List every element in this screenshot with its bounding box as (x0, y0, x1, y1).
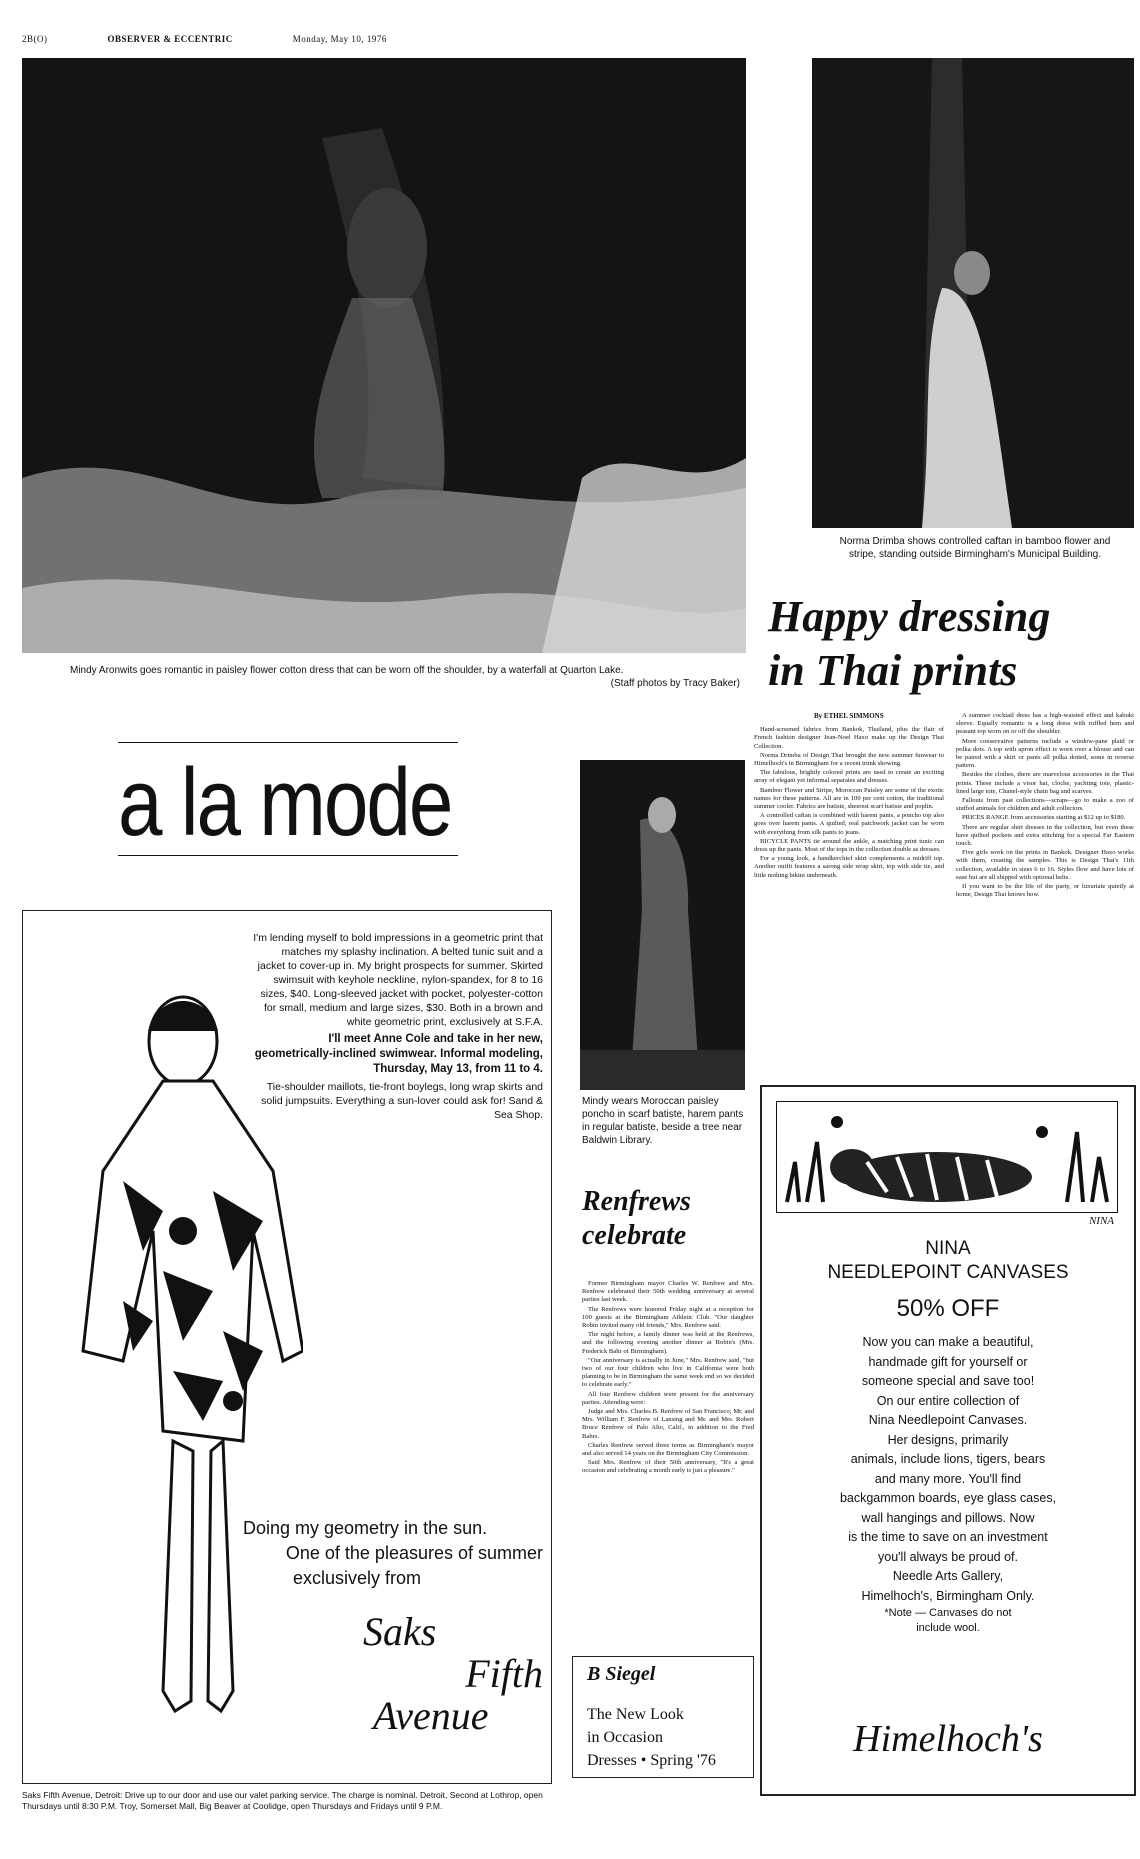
nina-title-1: NINA (925, 1238, 971, 1259)
nina-line: backgammon boards, eye glass cases, (839, 1491, 1057, 1505)
thai-article-col-2 (956, 712, 1134, 900)
main-caption-text: Mindy Aronwits goes romantic in paisley flower cotton dress that can be worn off the shoulder, by a waterfall at Quarton Lake. (70, 665, 624, 676)
saks-ad (22, 910, 552, 1784)
renfrews-para: Said Mrs. Renfrew of their 50th anniversary, "It's a great occasion and celebrating a month early is just a pleasure." (582, 1459, 754, 1475)
tiger-canvas-graphic (777, 1102, 1117, 1212)
library-photo-graphic (580, 760, 745, 1090)
alamode-logo-text: a la mode (118, 748, 452, 856)
renfrews-para: "Our anniversary is actually in June," Mrs. Renfrew said, "but two of our four children who live in California were both planning to be in Birmingham the same week end so we decided to celebrate early." (582, 1356, 754, 1389)
thai-para: Hand-screened fabrics from Bankok, Thailand, plus the flair of French fashion designer Jean-Noel Haxo make up the Design Thai Collection. (754, 726, 944, 750)
needlepoint-animals-illustration (776, 1101, 1118, 1213)
siegel-line-3: Dresses • Spring '76 (587, 1752, 716, 1769)
page-header (22, 34, 1122, 44)
nina-signature: NINA (1088, 1215, 1114, 1227)
nina-line: and many more. You'll find (874, 1471, 1022, 1486)
mid-photo-caption: Mindy wears Moroccan paisley poncho in scarf batiste, harem pants in regular batiste, beside a tree near Baldwin Library. (582, 1096, 744, 1146)
issue-date: Monday, May 10, 1976 (292, 34, 387, 44)
saks-tagline (243, 1516, 543, 1591)
nina-line: Himelhoch's, Birmingham Only. (861, 1588, 1035, 1603)
renfrews-headline-1: Renfrews (582, 1186, 691, 1217)
nina-line: handmade gift for yourself or (868, 1354, 1028, 1369)
right-photo (812, 58, 1134, 528)
thai-para: Bamboo Flower and Stripe, Moroccan Paisley are some of the exotic names for these patterns. All are in 100 per cent cotton, the traditional summer cooler. Fabrics are batiste, sheerest scarf batiste and poplin. (754, 786, 944, 811)
saks-logo-line-3: Avenue (373, 1693, 489, 1738)
thai-para: Norma Drimba of Design Thai brought the new summer funwear to Himelhoch's in Birmingham for a recent trunk showing. (754, 751, 944, 768)
thai-para: Five girls work on the prints in Bankok. Designer Haxo works with them, creating the samples. This is Design Thai's 11th collection, available in sizes 6 to 16. Styles flow and have lots of ease but are all shipped with optional belts. (956, 849, 1134, 881)
thai-byline: By ETHEL SIMMONS (814, 712, 884, 720)
paper-name: OBSERVER & ECCENTRIC (107, 34, 233, 44)
renfrews-para: All four Renfrew children were present for the anniversary parties. Attending were: (582, 1390, 754, 1406)
siegel-line-1: The New Look (587, 1706, 684, 1723)
saks-copy: I'm lending myself to bold impressions in a geometric print that matches my splashy inclination. A belted tunic suit and a jacket to cover-up in. My bright prospects for summer. Skirted swimsuit with keyhole neckline, nylon-spandex, for 8 to 16 sizes, $40. Long-sleeved jacket with pocket, polyester-cotton for small, medium and large sizes, $30. Both in a brown and white geometric print, exclusively at S.F.A. (253, 932, 543, 1028)
saks-footer: Saks Fifth Avenue, Detroit: Drive up to our door and use our valet parking service. The charge is nominal. Detroit, Second at Lothrop, open Thursdays until 8:30 P.M. Troy, Somerset Mall, Big Beaver at Coolidge, open Thursdays and Fridays until 9 P.M. (22, 1790, 543, 1811)
thai-headline-line-1: Happy dressing (768, 592, 1051, 641)
alamode-logo (118, 742, 478, 856)
renfrews-para: Judge and Mrs. Charles B. Renfrew of San Francisco; Mr. and Mrs. William F. Renfrew of Lansing and Mr. and Mrs. Robert Bruce Renfrew of Palo Alto, Calif., in addition to the Fred Bahrs. (582, 1408, 754, 1440)
nina-line: include wool. (916, 1622, 980, 1634)
saks-more: Tie-shoulder maillots, tie-front boylegs, long wrap skirts and solid jumpsuits. Everything a sun-lover could ask for! Sand & Sea Shop. (261, 1081, 543, 1121)
thai-para: If you want to be the life of the party, or luxuriate quietly at home, Design Thai knows how. (956, 883, 1134, 899)
nina-line: Nina Needlepoint Canvases. (868, 1413, 1028, 1427)
siegel-line-2: in Occasion (587, 1729, 663, 1746)
thai-headline-line-2: in Thai prints (768, 646, 1018, 695)
thai-para: A summer cocktail dress has a high-waisted effect and kabuki sleeve. Equally romantic is a long dress with ruffled hem and peasant top worn on or off the shoulder. (956, 712, 1134, 736)
renfrews-para: Former Birmingham mayor Charles W. Renfrew and Mrs. Renfrew celebrated their 50th wedding anniversary at several parties last week. (582, 1280, 754, 1304)
renfrews-article (582, 1280, 754, 1477)
main-photo-caption (70, 664, 740, 690)
nina-line: Needle Arts Gallery, (892, 1569, 1004, 1583)
himelhochs-logo: Himelhoch's (853, 1718, 1043, 1760)
saks-copy-block (253, 931, 543, 1122)
right-photo-caption: Norma Drimba shows controlled caftan in bamboo flower and stripe, standing outside Birmingham's Municipal Building. (839, 536, 1111, 560)
thai-para: For a young look, a handkerchief skirt complements a midriff top. Another outfit features a sarong side wrap skirt, top with side tie, and little nothing bikini underneath. (754, 855, 944, 879)
thai-para: Fallouts from past collections—scraps—go to make a zoo of stuffed animals for children and adult collectors. (956, 797, 1134, 813)
thai-para: Besides the clothes, there are marvelous accessories in the Thai prints. These include a visor hat, cloche, yachting tote, plastic-lined large tote, Chanel-style chain bag and scarves. (956, 771, 1134, 795)
renfrews-para: The night before, a family dinner was held at the Renfrews, and the following evening another dinner at Robin's (Mrs. Frederick Bahr of Birmingham). (582, 1331, 754, 1355)
siegel-logo: B Siegel (587, 1663, 656, 1685)
saks-tagline-2: One of the pleasures of summer (285, 1543, 543, 1563)
thai-para: BICYCLE PANTS tie around the ankle, a matching print tunic can dress up the pants. Most of the tops in the collection double as dresses. (754, 837, 944, 854)
thai-headline (768, 590, 1138, 698)
nina-text (762, 1237, 1134, 1636)
siegel-ad (572, 1656, 754, 1778)
thai-article-col-1 (754, 712, 944, 881)
nina-line: *Note — Canvases do not (884, 1607, 1012, 1619)
renfrews-headline-2: celebrate (582, 1220, 687, 1251)
municipal-building-photo-graphic (812, 58, 1134, 528)
nina-line: animals, include lions, tigers, bears (850, 1452, 1046, 1466)
nina-line: someone special and save too! (861, 1374, 1035, 1388)
photo-credit: (Staff photos by Tracy Baker) (610, 678, 740, 689)
thai-para: More conservative patterns include a window-pane plaid or polka dots. A top with apron effect is worn over a blouse and can be paired with a skirt or pants all polka dotted, some in reverse pattern. (956, 737, 1134, 770)
nina-line: you'll always be proud of. (878, 1549, 1018, 1564)
main-photo (22, 58, 746, 653)
nina-line: is the time to save on an investment (848, 1530, 1048, 1544)
page-number: 2B(O) (22, 34, 48, 44)
thai-para: There are regular shirt dresses in the collection, but even these have quilted pockets and extra stitching for a special Far Eastern touch. (956, 823, 1134, 848)
nina-offer: 50% OFF (896, 1295, 1000, 1322)
saks-logo-line-2: Fifth (465, 1651, 543, 1696)
thai-para: A controlled caftan is combined with harem pants, a poncho top also goes over harem pants. A quilted, real patchwork jacket can be worn with everything from silk pants to jeans. (754, 812, 944, 836)
saks-event: I'll meet Anne Cole and take in her new, geometrically-inclined swimwear. Informal modeling, Thursday, May 13, from 11 to 4. (254, 1033, 543, 1075)
saks-logo-line-1: Saks (363, 1609, 437, 1654)
nina-ad (760, 1085, 1136, 1796)
saks-fifth-avenue-logo (363, 1611, 543, 1737)
thai-para: The fabulous, brightly colored prints are used to create an exciting array of elegant yet informal separates and dresses. (754, 769, 944, 785)
waterfall-photo-graphic (22, 58, 746, 653)
saks-tagline-1: Doing my geometry in the sun. (243, 1518, 488, 1538)
nina-title-2: NEEDLEPOINT CANVASES (827, 1262, 1069, 1283)
nina-line: On our entire collection of (876, 1393, 1020, 1408)
renfrews-para: Charles Renfrew served three terms as Birmingham's mayor and also served 14 years on the Birmingham City Commission. (582, 1441, 754, 1458)
mid-photo (580, 760, 745, 1090)
thai-para: PRICES RANGE from accessories starting at $12 up to $180. (962, 814, 1126, 822)
nina-line: Her designs, primarily (887, 1432, 1009, 1447)
saks-tagline-3: exclusively from (293, 1568, 422, 1588)
renfrews-headline (582, 1185, 752, 1253)
nina-line: Now you can make a beautiful, (862, 1335, 1034, 1349)
nina-line: wall hangings and pillows. Now (861, 1510, 1035, 1525)
renfrews-para: The Renfrews were honored Friday night at a reception for 100 guests at the Birmingham Athletic Club. "Our daughter Robin invited many old friends," Mrs. Renfrew said. (582, 1305, 754, 1330)
